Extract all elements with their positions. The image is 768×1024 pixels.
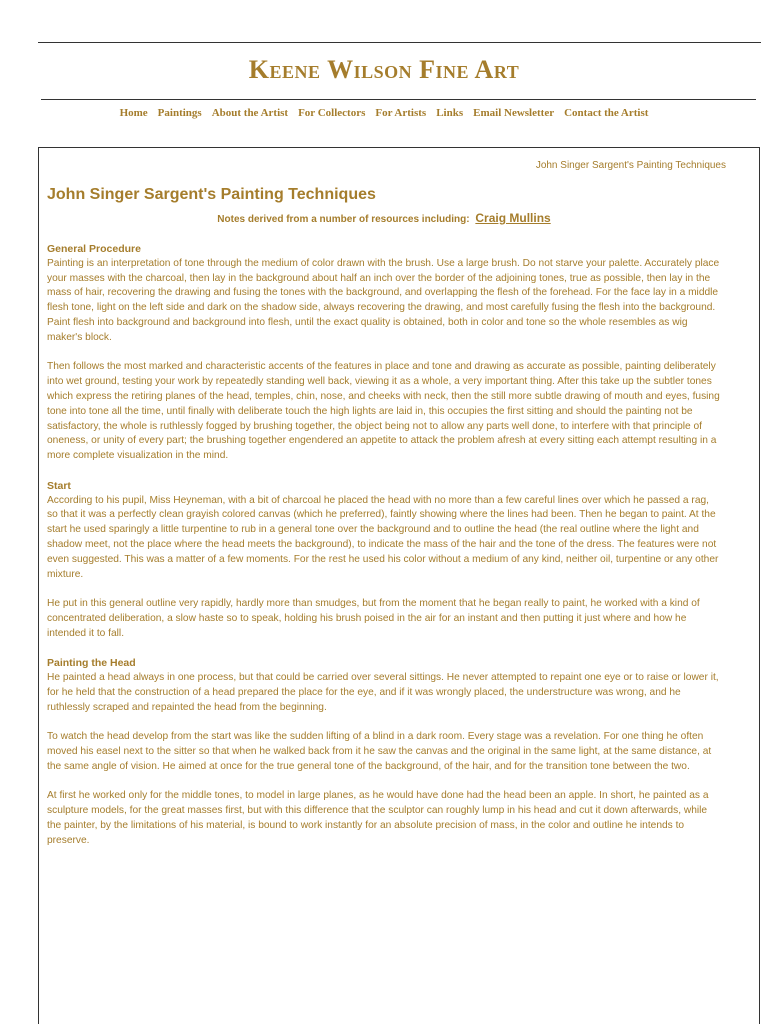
main-nav [0,107,768,119]
section-heading: General Procedure [47,243,141,255]
nav-about-the-artist[interactable]: About the Artist [211,107,289,119]
site-title[interactable]: Keene Wilson Fine Art [248,55,520,84]
paragraph: Then follows the most marked and characteristic accents of the features in place and tone and drawing as accurate as possible, painting deliberately into wet ground, testing your work by repeatedly standing well back, viewing it as a whole, a very important thing. After this take up the subtler tones which express the retiring planes of the head, temples, chin, nose, and cheeks with neck, then the still more subtle drawing of mouth and eyes, fusing tone into tone all the time, until finally with deliberate touch the high lights are laid in, this occupies the first sitting and should the painting not be satisfactory, the whole is ruthlessly fogged by brushing together, the object being not to allow any parts well done, to interfere with that principle of oneness, or unity of every part; the brushing together engendered an appetite to attack the problem afresh at every sitting each attempt resulting in a more complete visualization in the mind. [47,361,720,462]
nav-home[interactable]: Home [119,107,148,119]
paragraph: At first he worked only for the middle tones, to model in large planes, as he would have done had the head been an apple. In short, he painted as a sculpture models, for the great masses first, but with this difference that the sculptor can roughly lump in his head and cut it down afterwards, while the painter, by the limitations of his material, is bound to work instantly for an absolute precision of mass, in the color and outline he intends to preserve. [47,790,709,846]
section-general-procedure [47,242,722,464]
nav-contact-the-artist[interactable]: Contact the Artist [564,107,649,119]
header-bottom-rule [41,99,756,100]
craig-mullins-link[interactable]: Craig Mullins [475,211,551,225]
nav-paintings[interactable]: Paintings [157,107,202,119]
section-start [47,479,722,642]
article-body [47,242,722,863]
paragraph: To watch the head develop from the start was like the sudden lifting of a blind in a dark room. Every stage was a revelation. For one thing he often moved his easel next to the sitter so that when he walked back from it he saw the canvas and the original in the same light, at the same distance, at the same angle of vision. He aimed at once for the true general tone of the background, of the hair, and for the transition tone between the two. [47,731,712,772]
nav-email-newsletter[interactable]: Email Newsletter [473,107,555,119]
section-heading: Painting the Head [47,657,136,670]
paragraph: According to his pupil, Miss Heyneman, with a bit of charcoal he placed the head with no more than a few careful lines over which he passed a rag, so that it was a perfectly clean grayish colored canvas (which he preferred), faintly showing where the lines had been. Then he began to paint. At the start he used sparingly a little turpentine to rub in a general tone over the background and to outline the head (the real outline where the light and shadow meet, not the place where the head meets the background), to indicate the mass of the hair and the tone of the dress. The features were not even suggested. This was a matter of a few moments. For the rest he used his color without a medium of any kind, neither oil, turpentine or any other mixture. [47,494,719,580]
nav-for-artists[interactable]: For Artists [375,107,427,119]
nav-links[interactable]: Links [436,107,464,119]
paragraph: He painted a head always in one process, but that could be carried over several sittings. He never attempted to repaint one eye or to raise or lower it, for he held that the construction of a head prepared the place for the eye, and if it was wrongly placed, the understructure was wrong, and he ruthlessly scraped and repainted the head from the beginning. [47,672,719,713]
section-painting-the-head [47,656,722,848]
section-heading: Start [47,479,71,492]
breadcrumb: John Singer Sargent's Painting Techniques [535,160,726,171]
page-title: John Singer Sargent's Painting Techniques [47,186,376,203]
nav-for-collectors[interactable]: For Collectors [298,107,366,119]
sources-note-text: Notes derived from a number of resources including: [217,214,470,225]
sources-note [0,211,768,225]
header-top-rule [38,42,761,43]
paragraph: Painting is an interpretation of tone through the medium of color drawn with the brush. Use a large brush. Do not starve your palette. Accurately place your masses with the charcoal, then lay in the background about half an inch over the border of the adjoining tones, true as possible, then lay in the mass of hair, recovering the drawing and fusing the tones with the background, and overlapping the flesh of the forehead. For the face lay in a middle flesh tone, light on the left side and dark on the shadow side, always recovering the drawing, and most carefully fusing the flesh into the background. Paint flesh into background and background into flesh, until the exact quality is obtained, both in color and tone so the whole resembles as wig maker's block. [47,257,720,343]
paragraph: He put in this general outline very rapidly, hardly more than smudges, but from the moment that he began really to paint, he worked with a kind of concentrated deliberation, a slow haste so to speak, holding his brush poised in the air for an instant and then putting it just where and how he intended it to fall. [47,598,700,639]
